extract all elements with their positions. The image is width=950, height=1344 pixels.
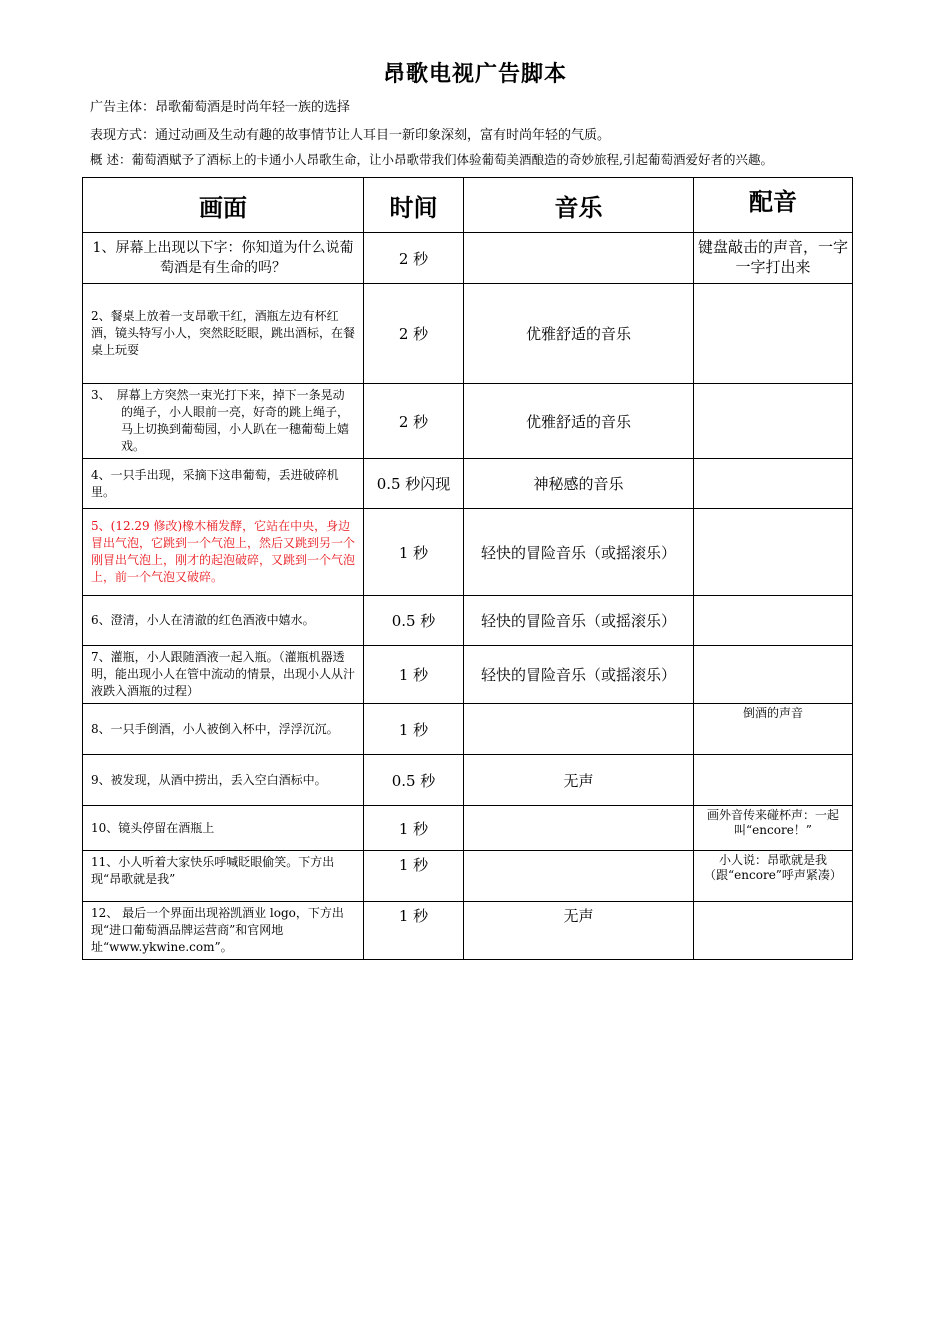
- time-cell: 1 秒: [364, 902, 464, 960]
- table-row: [83, 806, 853, 851]
- header-scene: 画面: [83, 178, 364, 233]
- time-cell: 1 秒: [364, 646, 464, 704]
- time-cell: 0.5 秒: [364, 755, 464, 806]
- time-cell: 2 秒: [364, 284, 464, 384]
- time-cell: 0.5 秒闪现: [364, 459, 464, 509]
- scene-cell: 6、澄清，小人在清澈的红色酒液中嬉水。: [83, 596, 364, 646]
- overview: 概 述：葡萄酒赋予了酒标上的卡通小人昂歌生命，让小昂歌带我们体验葡萄美酒酿造的奇妙旅程,引起葡萄酒爱好者的兴趣。: [90, 152, 773, 167]
- scene-cell: 12、 最后一个界面出现裕凯酒业 logo，下方出现“进口葡萄酒品牌运营商”和官网地址“www.ykwine.com”。: [83, 902, 364, 960]
- music-cell: 优雅舒适的音乐: [464, 284, 694, 384]
- header-voice: 配音: [694, 178, 853, 233]
- voice-cell: [694, 459, 853, 509]
- scene-cell: 1、屏幕上出现以下字：你知道为什么说葡萄酒是有生命的吗？: [83, 233, 364, 284]
- voice-cell: [694, 596, 853, 646]
- music-cell: [464, 233, 694, 284]
- music-cell: 无声: [464, 755, 694, 806]
- voice-cell: 倒酒的声音: [694, 704, 853, 755]
- time-cell: 1 秒: [364, 509, 464, 596]
- scene-cell: 10、镜头停留在酒瓶上: [83, 806, 364, 851]
- table-row: [83, 284, 853, 384]
- table-row: [83, 755, 853, 806]
- music-cell: [464, 704, 694, 755]
- voice-cell: [694, 384, 853, 459]
- table-row: [83, 509, 853, 596]
- music-cell: [464, 851, 694, 902]
- table-row: [83, 704, 853, 755]
- table-row: [83, 596, 853, 646]
- voice-cell: 画外音传来碰杯声：一起叫“encore！”: [694, 806, 853, 851]
- music-cell: 轻快的冒险音乐（或摇滚乐）: [464, 596, 694, 646]
- voice-cell: [694, 509, 853, 596]
- scene-cell: 8、一只手倒酒，小人被倒入杯中，浮浮沉沉。: [83, 704, 364, 755]
- presentation-style: 表现方式：通过动画及生动有趣的故事情节让人耳目一新印象深刻，富有时尚年轻的气质。: [90, 128, 611, 143]
- scene-cell: 4、一只手出现，采摘下这串葡萄，丢进破碎机里。: [83, 459, 364, 509]
- table-header-row: [83, 178, 853, 233]
- voice-cell: [694, 284, 853, 384]
- music-cell: 无声: [464, 902, 694, 960]
- table-row: [83, 902, 853, 960]
- time-cell: 1 秒: [364, 806, 464, 851]
- voice-cell: 键盘敲击的声音，一字一字打出来: [694, 233, 853, 284]
- scene-cell: 3、 屏幕上方突然一束光打下来，掉下一条晃动的绳子，小人眼前一亮，好奇的跳上绳子，马上切换到葡萄园，小人趴在一穗葡萄上嬉戏。: [83, 384, 364, 459]
- time-cell: 2 秒: [364, 233, 464, 284]
- ad-subject: 广告主体：昂歌葡萄酒是时尚年轻一族的选择: [90, 100, 351, 115]
- scene-cell-revised: 5、(12.29 修改)橡木桶发酵，它站在中央，身边冒出气泡，它跳到一个气泡上，然后又跳到另一个刚冒出气泡上，刚才的起泡破碎，又跳到一个气泡上，前一个气泡又破碎。: [83, 509, 364, 596]
- music-cell: 优雅舒适的音乐: [464, 384, 694, 459]
- table-row: [83, 233, 853, 284]
- voice-cell: 小人说：昂歌就是我（跟“encore”呼声紧凑）: [694, 851, 853, 902]
- header-music: 音乐: [464, 178, 694, 233]
- music-cell: 轻快的冒险音乐（或摇滚乐）: [464, 646, 694, 704]
- time-cell: 0.5 秒: [364, 596, 464, 646]
- scene-cell: 11、小人听着大家快乐呼喊眨眼偷笑。下方出现“昂歌就是我”: [83, 851, 364, 902]
- voice-cell: [694, 755, 853, 806]
- scene-cell: 7、灌瓶，小人跟随酒液一起入瓶。（灌瓶机器透明，能出现小人在管中流动的情景，出现小人从汁液跌入酒瓶的过程）: [83, 646, 364, 704]
- music-cell: [464, 806, 694, 851]
- script-table: [82, 177, 853, 960]
- music-cell: 神秘感的音乐: [464, 459, 694, 509]
- scene-cell: 2、餐桌上放着一支昂歌干红，酒瓶左边有杯红酒，镜头特写小人，突然眨眨眼，跳出酒标，在餐桌上玩耍: [83, 284, 364, 384]
- scene-cell: 9、被发现，从酒中捞出，丢入空白酒标中。: [83, 755, 364, 806]
- table-row: [83, 459, 853, 509]
- time-cell: 1 秒: [364, 851, 464, 902]
- document-title: 昂歌电视广告脚本: [382, 62, 567, 87]
- time-cell: 2 秒: [364, 384, 464, 459]
- music-cell: 轻快的冒险音乐（或摇滚乐）: [464, 509, 694, 596]
- table-row: [83, 851, 853, 902]
- table-row: [83, 646, 853, 704]
- voice-cell: [694, 646, 853, 704]
- voice-cell: [694, 902, 853, 960]
- time-cell: 1 秒: [364, 704, 464, 755]
- header-time: 时间: [364, 178, 464, 233]
- table-row: [83, 384, 853, 459]
